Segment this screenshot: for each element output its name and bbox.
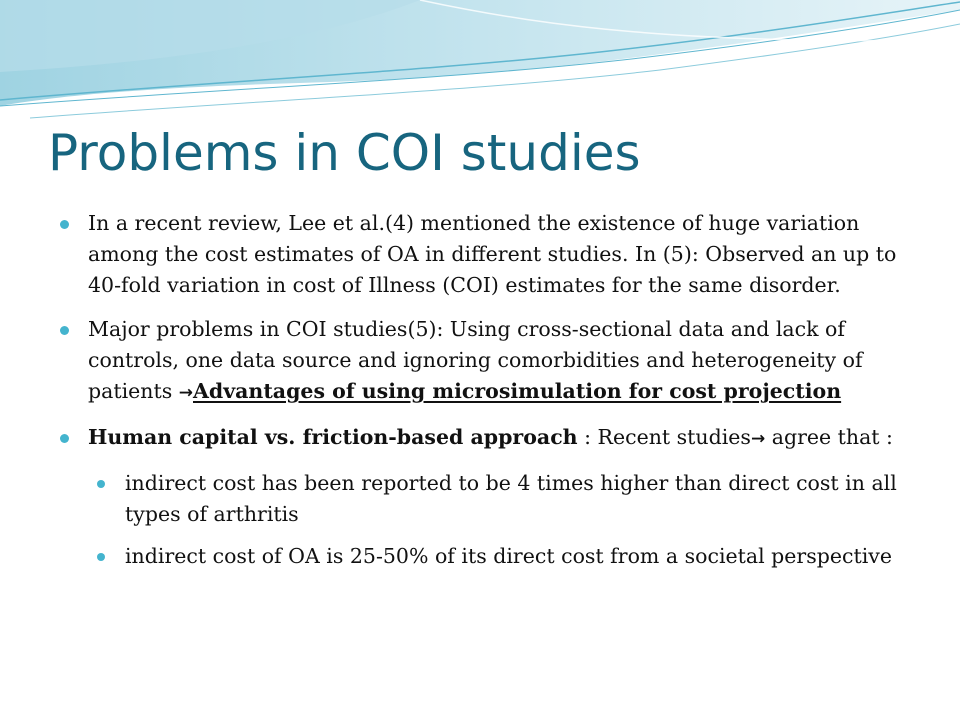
sub-bullet-indirect-oa — [97, 541, 900, 572]
bullet-text-tail: agree that : — [765, 425, 893, 449]
bullet-dot-icon — [60, 434, 69, 443]
bullet-text: In a recent review, Lee et al.(4) mentioned the existence of huge variation among the cost estimates of OA in different studies. In (5): Observed an up to 40-fold variation in cost of Illness (COI) estimates for the same disorder. — [88, 211, 897, 297]
emphasis-microsimulation: Advantages of using microsimulation for cost projection — [193, 379, 842, 403]
right-arrow-icon: → — [178, 383, 193, 403]
slide-title: Problems in COI studies — [48, 124, 641, 182]
bullet-dot-icon — [60, 220, 69, 229]
sub-bullet-text: indirect cost has been reported to be 4 times higher than direct cost in all types of arthritis — [125, 471, 897, 526]
bullet-dot-icon — [97, 553, 105, 561]
bullet-text: : Recent studies — [577, 425, 751, 449]
bullet-dot-icon — [97, 480, 105, 488]
bullet-text: Major problems in COI studies(5): Using cross-sectional data and lack of controls, one data source and ignoring comorbidities and heterogeneity of patients — [88, 317, 863, 403]
slide-content — [60, 208, 900, 583]
right-arrow-icon: → — [750, 429, 766, 449]
bullet-review-variation — [60, 208, 900, 301]
bold-lead-text: Human capital vs. friction-based approach — [88, 425, 578, 449]
sub-bullet-text: indirect cost of OA is 25-50% of its direct cost from a societal perspective — [125, 544, 892, 568]
header-wave-decoration — [0, 0, 960, 130]
bullet-dot-icon — [60, 326, 69, 335]
bullet-human-capital — [60, 422, 900, 455]
bullet-major-problems — [60, 314, 900, 409]
sub-bullet-indirect-4x — [97, 468, 900, 530]
